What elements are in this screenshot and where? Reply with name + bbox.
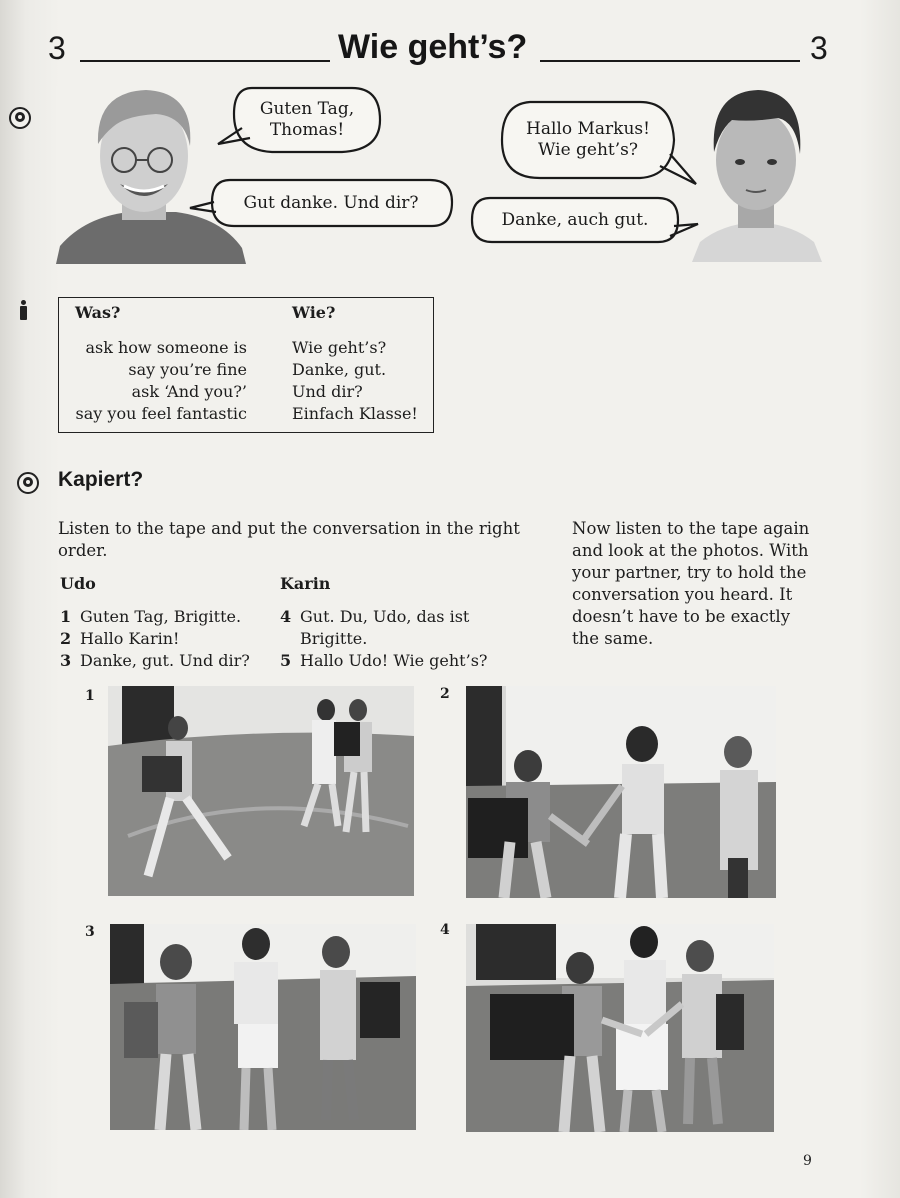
photo-label-2: 2 <box>440 686 450 702</box>
line-text: Hallo Udo! Wie geht’s? <box>300 651 488 670</box>
line-number: 5 <box>280 651 292 670</box>
chapter-number-right: 3 <box>810 30 828 66</box>
side-line-1: Now listen to the tape again <box>572 519 810 538</box>
bubble-2-text: Gut danke. Und dir? <box>243 192 419 213</box>
line-number: 1 <box>60 607 72 626</box>
markus-photo <box>692 86 822 262</box>
table-row-4-phrase: Einfach Klasse! <box>292 404 418 423</box>
bubble-1-line-1: Guten Tag, <box>259 99 355 119</box>
photo-4 <box>466 924 774 1132</box>
chapter-number-left: 3 <box>48 30 66 66</box>
line-text: Danke, gut. Und dir? <box>80 651 250 670</box>
phrase-table <box>58 297 434 433</box>
dialogue-line-1 <box>60 607 241 626</box>
table-row-3-meaning: ask ‘And you?’ <box>131 382 247 401</box>
header-rule-left <box>80 60 330 62</box>
line-text: Guten Tag, Brigitte. <box>80 607 242 626</box>
speech-bubble-2 <box>208 178 454 228</box>
dialogue-line-2 <box>60 629 179 648</box>
table-row-4-meaning: say you feel fantastic <box>75 404 247 423</box>
table-row-1-phrase: Wie geht’s? <box>292 338 387 357</box>
instruction-line-2: order. <box>58 541 108 560</box>
side-line-6: the same. <box>572 629 654 648</box>
table-row-1-meaning: ask how someone is <box>85 338 247 357</box>
side-line-2: and look at the photos. With <box>572 541 809 560</box>
speech-bubble-4 <box>470 196 680 244</box>
dialogue-line-3 <box>60 651 250 670</box>
section-title-kapiert: Kapiert? <box>58 468 144 491</box>
side-line-5: doesn’t have to be exactly <box>572 607 791 626</box>
instruction-line-1: Listen to the tape and put the conversation in the right <box>58 519 520 538</box>
bubble-4-text: Danke, auch gut. <box>501 209 649 230</box>
line-text: Gut. Du, Udo, das ist <box>300 607 470 626</box>
bubble-1-line-2: Thomas! <box>269 120 345 140</box>
photo-1 <box>108 686 414 896</box>
dialogue-line-5 <box>280 651 487 670</box>
cassette-tape-icon[interactable] <box>17 472 39 494</box>
photo-3 <box>110 924 416 1130</box>
page-number: 9 <box>803 1153 812 1169</box>
speech-bubble-3 <box>500 100 676 180</box>
thomas-photo <box>56 86 246 264</box>
side-line-4: conversation you heard. It <box>572 585 793 604</box>
dialogue-line-4-cont <box>280 629 367 648</box>
header-rule-right <box>540 60 800 62</box>
table-row-3-phrase: Und dir? <box>292 382 363 401</box>
instruction-text <box>58 518 538 562</box>
line-number: 3 <box>60 651 72 670</box>
speaker-karin: Karin <box>280 574 331 593</box>
page-title: Wie geht’s? <box>338 28 528 66</box>
photo-2 <box>466 686 776 898</box>
cassette-tape-icon[interactable] <box>9 107 31 129</box>
information-icon <box>20 306 27 320</box>
speech-bubble-1 <box>232 84 382 156</box>
photo-label-1: 1 <box>85 688 95 704</box>
line-number: 4 <box>280 607 292 626</box>
table-row-2-phrase: Danke, gut. <box>292 360 387 379</box>
table-row-2-meaning: say you’re fine <box>128 360 247 379</box>
line-text: Brigitte. <box>300 629 368 648</box>
table-header-was: Was? <box>75 303 121 322</box>
line-text: Hallo Karin! <box>80 629 180 648</box>
side-instruction-text <box>572 518 832 650</box>
bubble-3-line-1: Hallo Markus! <box>526 119 650 139</box>
line-number: 2 <box>60 629 72 648</box>
photo-label-4: 4 <box>440 922 450 938</box>
speaker-udo: Udo <box>60 574 96 593</box>
bubble-3-line-2: Wie geht’s? <box>537 140 639 160</box>
table-header-wie: Wie? <box>292 303 336 322</box>
dialogue-line-4 <box>280 607 469 626</box>
side-line-3: your partner, try to hold the <box>572 563 807 582</box>
photo-label-3: 3 <box>85 924 95 940</box>
